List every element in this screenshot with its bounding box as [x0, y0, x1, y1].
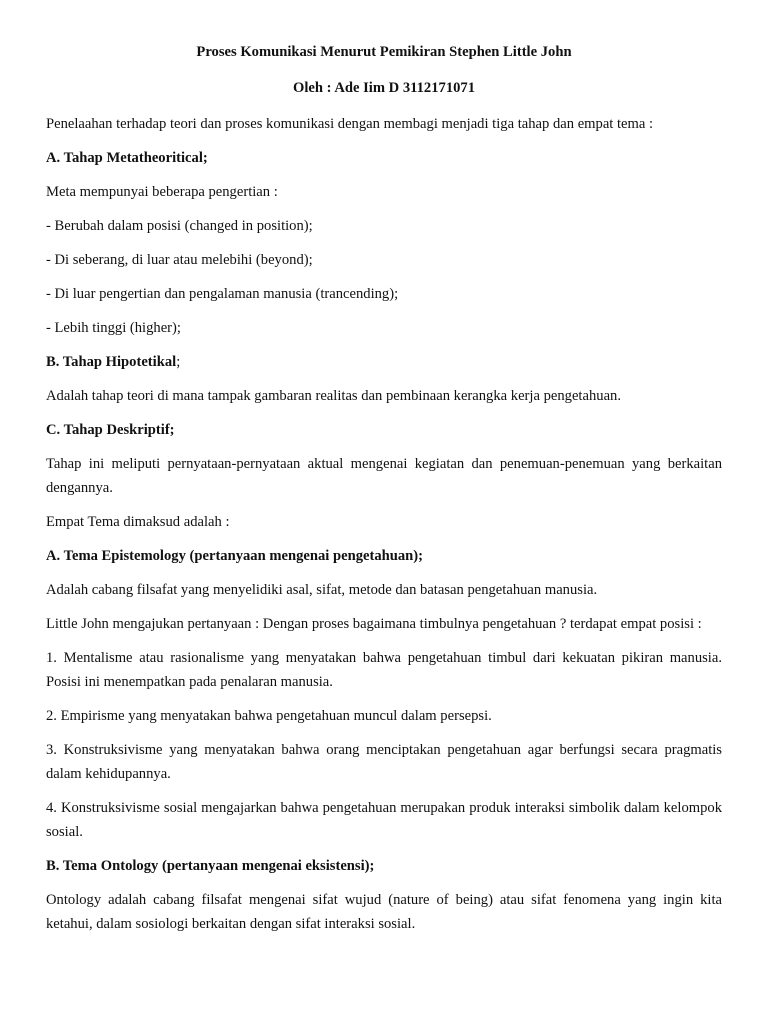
heading-tema-epistemology: A. Tema Epistemology (pertanyaan mengenai pengetahuan);	[46, 548, 424, 564]
document-title: Proses Komunikasi Menurut Pemikiran Stephen Little John	[196, 44, 572, 60]
list-item-meta: - Di seberang, di luar atau melebihi (beyond);	[46, 252, 313, 268]
document-body	[46, 112, 722, 946]
list-item-meta: - Di luar pengertian dan pengalaman manusia (trancending);	[46, 286, 399, 302]
list-item-position: 3. Konstruksivisme yang menyatakan bahwa orang menciptakan pengetahuan agar berfungsi secara pragmatis dalam kehidupannya.	[46, 742, 722, 782]
list-item-position: 2. Empirisme yang menyatakan bahwa pengetahuan muncul dalam persepsi.	[46, 708, 492, 724]
paragraph-intro: Penelaahan terhadap teori dan proses komunikasi dengan membagi menjadi tiga tahap dan empat tema :	[46, 116, 654, 132]
list-item-meta: - Lebih tinggi (higher);	[46, 320, 181, 336]
heading-tahap-deskriptif: C. Tahap Deskriptif;	[46, 422, 175, 438]
heading-tahap-metatheoritical: A. Tahap Metatheoritical;	[46, 150, 208, 166]
paragraph-meta-definition: Meta mempunyai beberapa pengertian :	[46, 184, 278, 200]
heading-tahap-hipotetikal-label: B. Tahap Hipotetikal	[46, 354, 177, 370]
heading-tahap-hipotetikal-suffix: ;	[176, 354, 181, 370]
list-item-position: 1. Mentalisme atau rasionalisme yang menyatakan bahwa pengetahuan timbul dari kekuatan pikiran manusia. Posisi ini menempatkan pada penalaran manusia.	[46, 650, 722, 690]
heading-tahap-hipotetikal	[46, 350, 722, 374]
list-item-position: 4. Konstruksivisme sosial mengajarkan bahwa pengetahuan merupakan produk interaksi simbolik dalam kelompok sosial.	[46, 800, 722, 840]
paragraph-ontology: Ontology adalah cabang filsafat mengenai sifat wujud (nature of being) atau sifat fenomena yang ingin kita ketahui, dalam sosiologi berkaitan dengan sifat interaksi sosial.	[46, 892, 722, 932]
paragraph-epistemology: Adalah cabang filsafat yang menyelidiki asal, sifat, metode dan batasan pengetahuan manusia.	[46, 582, 598, 598]
paragraph-little-john-question: Little John mengajukan pertanyaan : Dengan proses bagaimana timbulnya pengetahuan ? terdapat empat posisi :	[46, 616, 702, 632]
paragraph-deskriptif: Tahap ini meliputi pernyataan-pernyataan aktual mengenai kegiatan dan penemuan-penemuan yang berkaitan dengannya.	[46, 456, 722, 496]
list-item-meta: - Berubah dalam posisi (changed in position);	[46, 218, 313, 234]
paragraph-empat-tema: Empat Tema dimaksud adalah :	[46, 514, 230, 530]
heading-tema-ontology: B. Tema Ontology (pertanyaan mengenai eksistensi);	[46, 858, 375, 874]
document-author: Oleh : Ade Iim D 3112171071	[292, 80, 476, 96]
paragraph-hipotetikal: Adalah tahap teori di mana tampak gambaran realitas dan pembinaan kerangka kerja pengetahuan.	[46, 388, 621, 404]
